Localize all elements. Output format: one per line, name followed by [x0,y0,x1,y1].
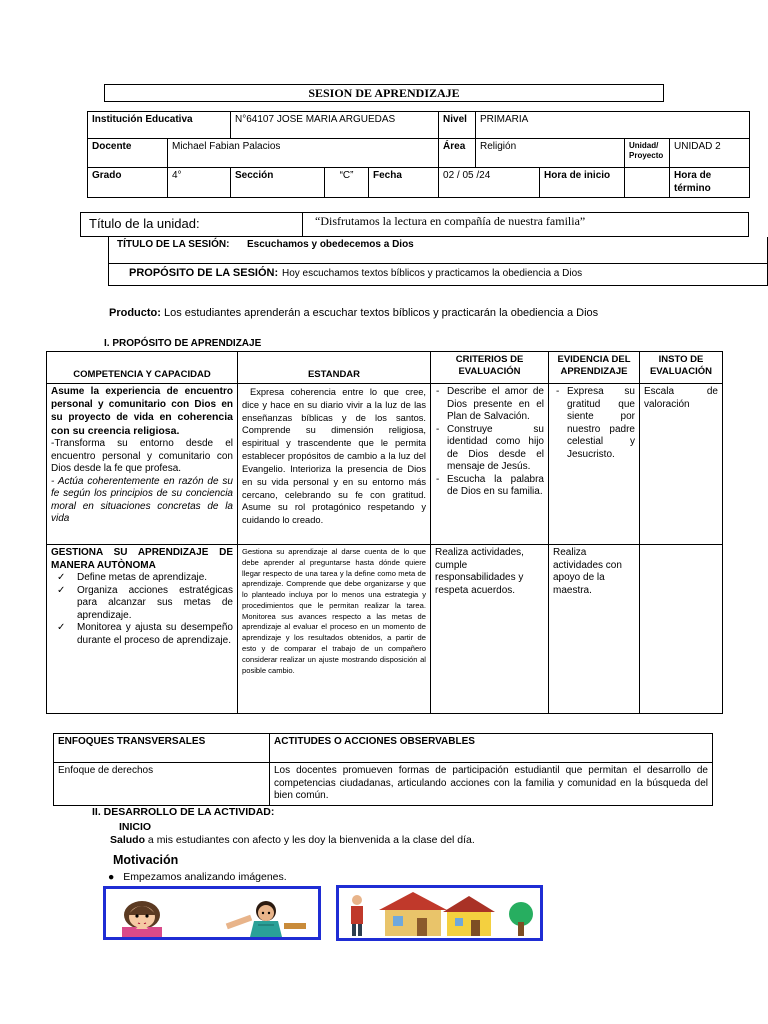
row1-evidencia: - Expresa su gratitud que siente por nuestro padre celestial y Jesucristo. [549,384,640,545]
area-label: Área [439,139,476,168]
criterio-item: - Escucha la palabra de Dios en su familia. [436,473,544,497]
header-estandar: ESTANDAR [238,352,431,384]
section-1-heading: I. PROPÓSITO DE APRENDIZAJE [104,338,262,349]
criterio-item: - Construye su identidad como hijo de Dios desde el mensaje de Jesús. [436,423,544,472]
institucion-value: N°64107 JOSE MARIA ARGUEDAS [231,112,439,139]
capacidades-list [55,572,233,647]
checkmark-icon: ✓ [57,572,66,583]
row2-estandar: Gestiona su aprendizaje al darse cuenta de lo que debe aprender al preguntarse hasta dónde quiere llegar respecto de una tarea y la define como meta de aprendizaje. Comprende que debe organizarse y que lo planteado incluya por lo menos una estrategia y procedimientos que le permitan realizar la tarea. Monitorea sus avances respecto a las metas de aprendizaje al evaluar el proceso en un momento de aprendizaje y los resultados obtenidos, a partir de esto y de comparar el trabajo de un compañero considerar realizar un ajuste mostrando disposición al posible cambio. [238,545,431,714]
grado-value: 4° [168,168,231,198]
unidad-value: “Disfrutamos la lectura en compañía de nuestra familia” [315,214,586,228]
unidad-value: UNIDAD 2 [670,139,750,168]
row1-capacidad-1: -Transforma su entorno desde el encuentro personal y comunitario con Dios desde la fe que profesa. [51,438,233,474]
area-value: Religión [476,139,625,168]
enfoques-table [53,733,713,806]
producto [109,307,598,319]
motivacion-heading: Motivación [113,853,179,867]
sesion-titulo-row [108,237,768,264]
enfoques-header-right: ACTITUDES O ACCIONES OBSERVABLES [270,734,713,763]
row1-competencia [47,384,238,545]
sesion-proposito-label: PROPÓSITO DE LA SESIÓN: [129,267,279,279]
sesion-titulo-value: Escuchamos y obedecemos a Dios [247,239,414,250]
checkmark-icon: ✓ [57,622,66,633]
bullet-item: ● Empezamos analizando imágenes. [108,871,287,883]
capacidad-item: ✓ Define metas de aprendizaje. [57,572,208,583]
row2-criterios: Realiza actividades, cumple responsabilidades y respeta acuerdos. [431,545,549,714]
capacidad-item: ✓ Monitorea y ajusta su desempeño durante el proceso de aprendizaje. [57,622,233,646]
row2-instrumento [640,545,723,714]
row1-competencia-title-b: en coherencia con su creencia religiosa. [51,411,234,437]
capacidad-item: ✓ Organiza acciones estratégicas para alcanzar sus metas de aprendizaje. [57,584,233,621]
row1-estandar: Expresa coherencia entre lo que cree, dice y hace en su diario vivir a la luz de las enseñanzas bíblicas y de los santos. Comprende su dimensión religiosa, espiritual y trascendente que le permita establecer propósitos de cambio a la luz del Evangelio. Interioriza la presencia de Dios en su vida personal y en su entorno más cercano, celebrando su fe con gratitud. Asume su rol protagónico respetando y cuidando lo creado. [238,384,431,545]
saludo-text: Saludo a mis estudiantes con afecto y les doy la bienvenida a la clase del día. [110,834,475,846]
grado-label: Grado [88,168,168,198]
sesion-proposito-row [108,264,768,286]
producto-value: Los estudiantes aprenderán a escuchar textos bíblicos y practicarán la obediencia a Dios [164,307,599,319]
info-table [87,111,750,198]
enfoques-header-left: ENFOQUES TRANSVERSALES [54,734,270,763]
fecha-value: 02 / 05 /24 [439,168,540,198]
children-praying-image [103,886,321,940]
row1-competencia-title-a: Asume la experiencia de encuentro personal y comunitario con Dios en su proyecto de vida [51,386,233,423]
page-title: SESION DE APRENDIZAJE [104,84,664,102]
bullet-icon: ● [108,871,115,883]
header-instrumento: INSTO DE EVALUACIÓN [640,352,723,384]
nivel-value: PRIMARIA [476,112,750,139]
inicio-heading: INICIO [119,821,152,833]
unidad-row [80,212,749,237]
row2-competencia [47,545,238,714]
proposito-table [46,351,723,714]
row2-evidencia: Realiza actividades con apoyo de la maestra. [549,545,640,714]
enfoques-row-left: Enfoque de derechos [54,763,270,806]
fecha-label: Fecha [369,168,439,198]
row2-competencia-title: GESTIONA SU APRENDIZAJE DE MANERA AUTÒNOMA [51,547,233,571]
enfoques-row-right: Los docentes promueven formas de participación estudiantil que permitan el desarrollo de competencias ciudadanas, articulando acciones con la familia y comunidad en la búsqueda del bien común. [270,763,713,806]
nivel-label: Nivel [439,112,476,139]
institucion-label: Institución Educativa [88,112,231,139]
checkmark-icon: ✓ [57,584,66,596]
header-criterios: CRITERIOS DE EVALUACIÓN [431,352,549,384]
hora-inicio-value [625,168,670,198]
unidad-label: Título de la unidad: [89,216,200,231]
seccion-value: “C” [325,168,369,198]
row1-criterios [431,384,549,545]
village-houses-image [336,885,543,941]
docente-value: Michael Fabian Palacios [168,139,439,168]
sesion-titulo-label: TÍTULO DE LA SESIÓN: [117,239,230,250]
header-evidencia: EVIDENCIA DEL APRENDIZAJE [549,352,640,384]
criterio-item: - Describe el amor de Dios presente en el Plan de Salvación. [436,386,544,422]
seccion-label: Sección [231,168,325,198]
hora-inicio-label: Hora de inicio [540,168,625,198]
header-competencia: COMPETENCIA Y CAPACIDAD [47,352,238,384]
producto-label: Producto: [109,307,161,319]
hora-termino-label: Hora de término [670,168,750,198]
sesion-proposito-value: Hoy escuchamos textos bíblicos y practicamos la obediencia a Dios [282,268,583,279]
row1-instrumento: Escala de valoración [640,384,723,545]
unidad-label: Unidad/ Proyecto [625,139,670,168]
docente-label: Docente [88,139,168,168]
row1-capacidad-2: - Actúa coherentemente en razón de su fe según los principios de su conciencia moral en situaciones concretas de la vida [51,475,233,524]
section-2-heading: II. DESARROLLO DE LA ACTIVIDAD: [92,806,275,818]
